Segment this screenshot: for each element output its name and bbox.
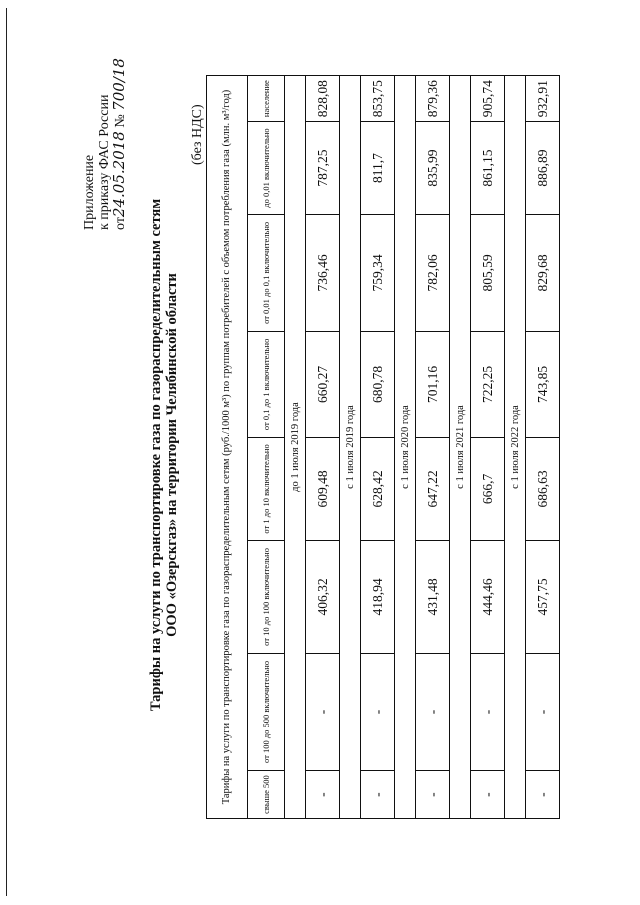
tariff-table	[206, 75, 560, 819]
table-row	[361, 76, 395, 819]
tariff-cell: 828,08	[306, 76, 340, 122]
tariff-cell: 835,99	[416, 122, 450, 214]
tariff-cell: -	[471, 653, 505, 770]
tariff-cell: -	[526, 771, 560, 819]
table-row	[306, 76, 340, 819]
table-row	[416, 76, 450, 819]
tariff-cell: -	[361, 653, 395, 770]
tariff-cell: 660,27	[306, 332, 340, 438]
period-label: с 1 июля 2019 года	[340, 76, 361, 819]
column-header: от 100 до 500 включительно	[248, 653, 285, 770]
tariff-cell: 701,16	[416, 332, 450, 438]
period-label: с 1 июля 2021 года	[450, 76, 471, 819]
tariff-cell: 418,94	[361, 541, 395, 654]
period-label: до 1 июля 2019 года	[285, 76, 306, 819]
tariff-cell: -	[416, 771, 450, 819]
column-header-row	[248, 76, 285, 819]
column-header: население	[248, 76, 285, 122]
column-header: до 0,01 включительно	[248, 122, 285, 214]
vat-note: (без НДС)	[190, 104, 205, 165]
appendix-block	[82, 50, 128, 230]
tariff-cell: 886,89	[526, 122, 560, 214]
table-body	[285, 76, 560, 819]
period-row	[505, 76, 526, 819]
tariff-cell: 686,63	[526, 437, 560, 540]
period-row	[450, 76, 471, 819]
title-line-2: ООО «Озерскгаз» на территории Челябинской области	[164, 273, 180, 637]
table-row	[526, 76, 560, 819]
tariff-cell: 647,22	[416, 437, 450, 540]
tariff-cell: 722,25	[471, 332, 505, 438]
title-line-1: Тарифы на услуги по транспортировке газа по газораспределительным сетям	[148, 198, 164, 712]
column-header: от 0,01 до 0,1 включительно	[248, 214, 285, 331]
tariff-cell: 431,48	[416, 541, 450, 654]
period-label: с 1 июля 2022 года	[505, 76, 526, 819]
tariff-cell: 759,34	[361, 214, 395, 331]
tariff-cell: 666,7	[471, 437, 505, 540]
period-row	[340, 76, 361, 819]
tariff-cell: 406,32	[306, 541, 340, 654]
tariff-cell: -	[306, 653, 340, 770]
date-prefix: от	[113, 217, 128, 230]
order-date: 24.05.2018	[110, 131, 128, 218]
tariff-cell: 609,48	[306, 437, 340, 540]
tariff-cell: 444,46	[471, 541, 505, 654]
tariff-cell: 879,36	[416, 76, 450, 122]
tariff-cell: 743,85	[526, 332, 560, 438]
tariff-cell: -	[361, 771, 395, 819]
column-header: от 1 до 10 включительно	[248, 437, 285, 540]
tariff-cell: -	[306, 771, 340, 819]
tariff-cell: 736,46	[306, 214, 340, 331]
tariff-cell: 861,15	[471, 122, 505, 214]
column-header: свыше 500	[248, 771, 285, 819]
appendix-order-line	[112, 50, 128, 230]
period-row	[285, 76, 306, 819]
appendix-line-2: к приказу ФАС России	[97, 94, 112, 230]
tariff-cell: 932,91	[526, 76, 560, 122]
tariff-cell: -	[526, 653, 560, 770]
tariff-cell: 805,59	[471, 214, 505, 331]
tariff-cell: -	[416, 653, 450, 770]
appendix-line-1: Приложение	[82, 154, 97, 230]
tariff-cell: 829,68	[526, 214, 560, 331]
document-title	[148, 135, 180, 775]
tariff-cell: 853,75	[361, 76, 395, 122]
tariff-cell: 628,42	[361, 437, 395, 540]
tariff-cell: 905,74	[471, 76, 505, 122]
tariff-cell: 457,75	[526, 541, 560, 654]
tariff-cell: 782,06	[416, 214, 450, 331]
tariff-cell: 811,7	[361, 122, 395, 214]
period-row	[395, 76, 416, 819]
table-row	[471, 76, 505, 819]
tariff-cell: 680,78	[361, 332, 395, 438]
table-main-header: Тарифы на услуги по транспортировке газа по газораспределительным сетям (руб./1000 м³) по группам потребителей с объемом потребления газа (млн. м³/год)	[207, 76, 248, 819]
tariff-cell: 787,25	[306, 122, 340, 214]
column-header: от 0,1 до 1 включительно	[248, 332, 285, 438]
order-number: 700/18	[110, 58, 128, 111]
period-label: с 1 июля 2020 года	[395, 76, 416, 819]
column-header: от 10 до 100 включительно	[248, 541, 285, 654]
tariff-cell: -	[471, 771, 505, 819]
number-prefix: №	[113, 114, 128, 128]
